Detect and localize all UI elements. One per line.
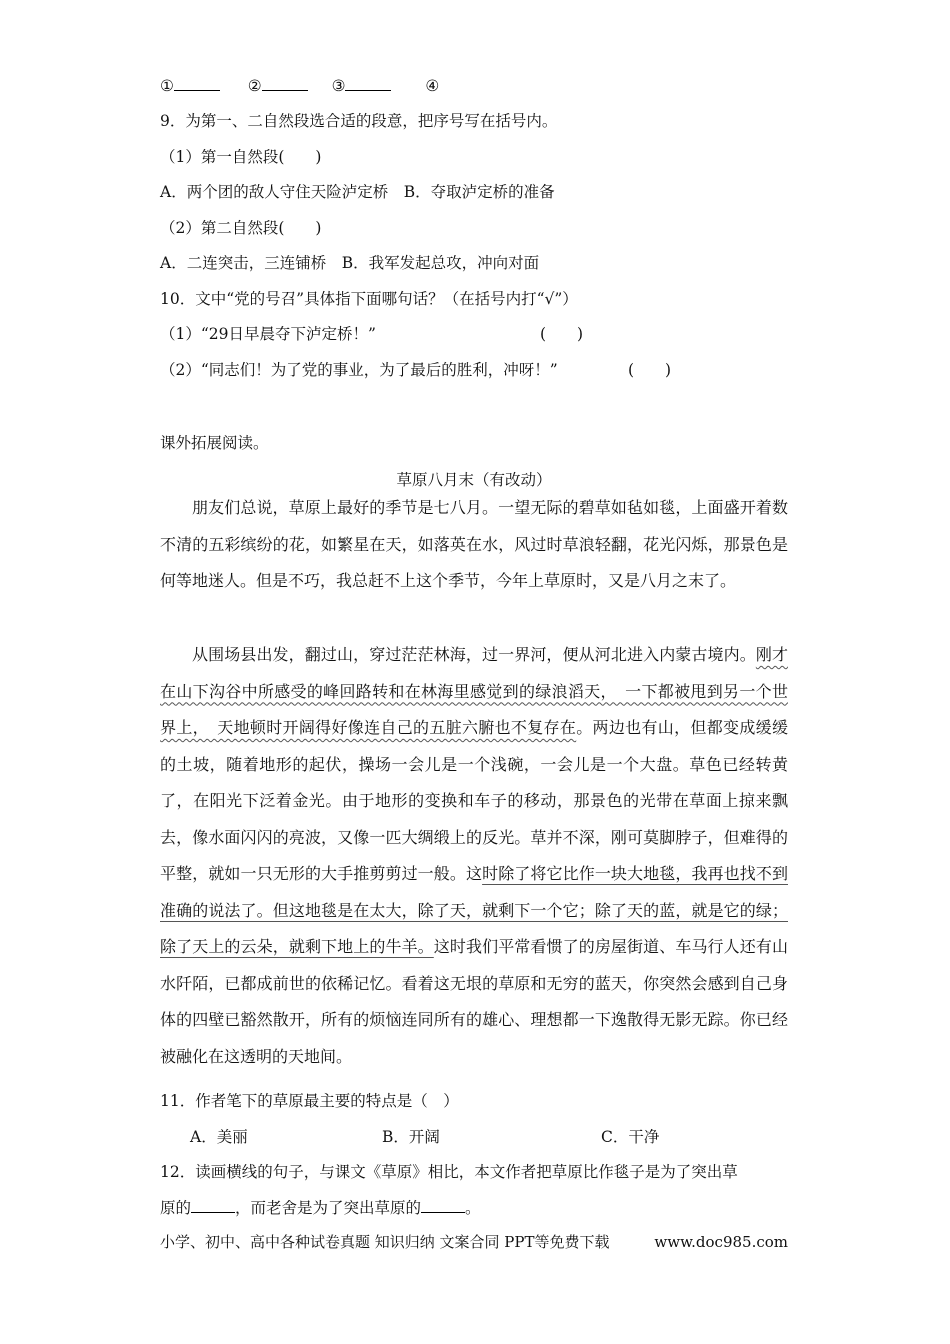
q12-text-a: 原的	[160, 1199, 192, 1217]
q9-sub1: （1）第一自然段( )	[160, 148, 322, 166]
blank-label-3: ③	[331, 77, 346, 95]
q11-option-c: C．干净	[601, 1128, 660, 1146]
q11-stem: 11．作者笔下的草原最主要的特点是（ ）	[160, 1092, 459, 1110]
wavy-underlined-sentence: 刚才在山下沟谷中所感受的峰回路转和在林海里感觉到的绿浪滔天， 一下都被甩到另一个世界上， 天地顿时开阔得好像连自己的五脏六腑也不复存在	[160, 645, 788, 737]
q9-sub2: （2）第二自然段( )	[160, 219, 322, 237]
para2-middle: 。两边也有山，但都变成缓缓的土坡，随着地形的起伏，操场一会儿是一个浅碗，一会儿是一个大盘。草色已经转黄了，在阳光下泛着金光。由于地形的变换和车子的移动，那景色的光带在草面上掠来飘去，像水面闪闪的亮波，又像一匹大绸缎上的反光。草并不深，刚可莫脚脖子，但难得的平整，就如一只无形的大手推剪剪过一般。这	[160, 718, 788, 883]
q9-sub1-options: A．两个团的敌人守住天险泸定桥 B．夺取泸定桥的准备	[160, 183, 555, 201]
blank-line-2	[262, 76, 308, 91]
article-paragraph-2	[160, 637, 788, 1075]
q10-option-2: （2）“同志们！为了党的事业，为了最后的胜利，冲呀！”	[160, 361, 558, 379]
q11-option-b: B．开阔	[382, 1128, 440, 1146]
q10-stem: 10．文中“党的号召”具体指下面哪句话？（在括号内打“√”）	[160, 290, 578, 308]
blank-label-4: ④	[425, 77, 440, 95]
footer-text: 小学、初中、高中各种试卷真题 知识归纳 文案合同 PPT等免费下载	[160, 1233, 610, 1251]
q9-stem: 9．为第一、二自然段选合适的段意，把序号写在括号内。	[160, 112, 558, 130]
footer-url[interactable]: www.doc985.com	[654, 1233, 788, 1251]
page-footer	[160, 1232, 788, 1252]
q10-option-1: （1）“29日早晨夺下泸定桥！”	[160, 325, 376, 343]
blank-label-2: ②	[247, 77, 262, 95]
underlined-sentence: 时除了将它比作一块大地毯，我再也找不到准确的说法了。但这地毯是在太大，除了天，就剩下一个它；除了天的蓝，就是它的绿；除了天上的云朵，就剩下地上的牛羊。	[160, 864, 788, 956]
blank-line-3	[345, 76, 391, 91]
para2-intro: 从围场县出发，翻过山，穿过茫茫林海，过一界河，便从河北进入内蒙古境内。	[192, 645, 756, 664]
q12-line-2	[160, 1198, 481, 1218]
q10-option-1-paren: ( )	[540, 325, 584, 343]
article-title: 草原八月末（有改动）	[396, 471, 552, 489]
q12-blank-2	[421, 1198, 465, 1213]
q12-text-b: ，而老舍是为了突出草原的	[235, 1199, 422, 1217]
answer-blanks-row	[160, 76, 439, 96]
blank-label-1: ①	[160, 77, 174, 95]
para2-end: 这时我们平常看惯了的房屋街道、车马行人还有山水阡陌，已都成前世的依稀记忆。看着这无垠的草原和无穷的蓝天，你突然会感到自己身体的四壁已豁然散开，所有的烦恼连同所有的雄心、理想都一下逸散得无影无踪。你已经被融化在这透明的天地间。	[160, 937, 788, 1066]
q12-blank-1	[191, 1198, 235, 1213]
section-label: 课外拓展阅读。	[160, 434, 269, 452]
blank-line-1	[174, 76, 220, 91]
q11-option-a: A．美丽	[190, 1128, 248, 1146]
q12-text-c: 。	[465, 1199, 481, 1217]
q12-line-1: 12．读画横线的句子，与课文《草原》相比，本文作者把草原比作毯子是为了突出草	[160, 1163, 738, 1181]
q10-option-2-paren: ( )	[628, 361, 672, 379]
article-paragraph-1: 朋友们总说，草原上最好的季节是七八月。一望无际的碧草如毡如毯，上面盛开着数不清的五彩缤纷的花，如繁星在天，如落英在水，风过时草浪轻翻，花光闪烁，那景色是何等地迷人。但是不巧，我总赶不上这个季节，今年上草原时，又是八月之末了。	[160, 498, 788, 590]
q9-sub2-options: A．二连突击，三连铺桥 B．我军发起总攻，冲向对面	[160, 254, 540, 272]
